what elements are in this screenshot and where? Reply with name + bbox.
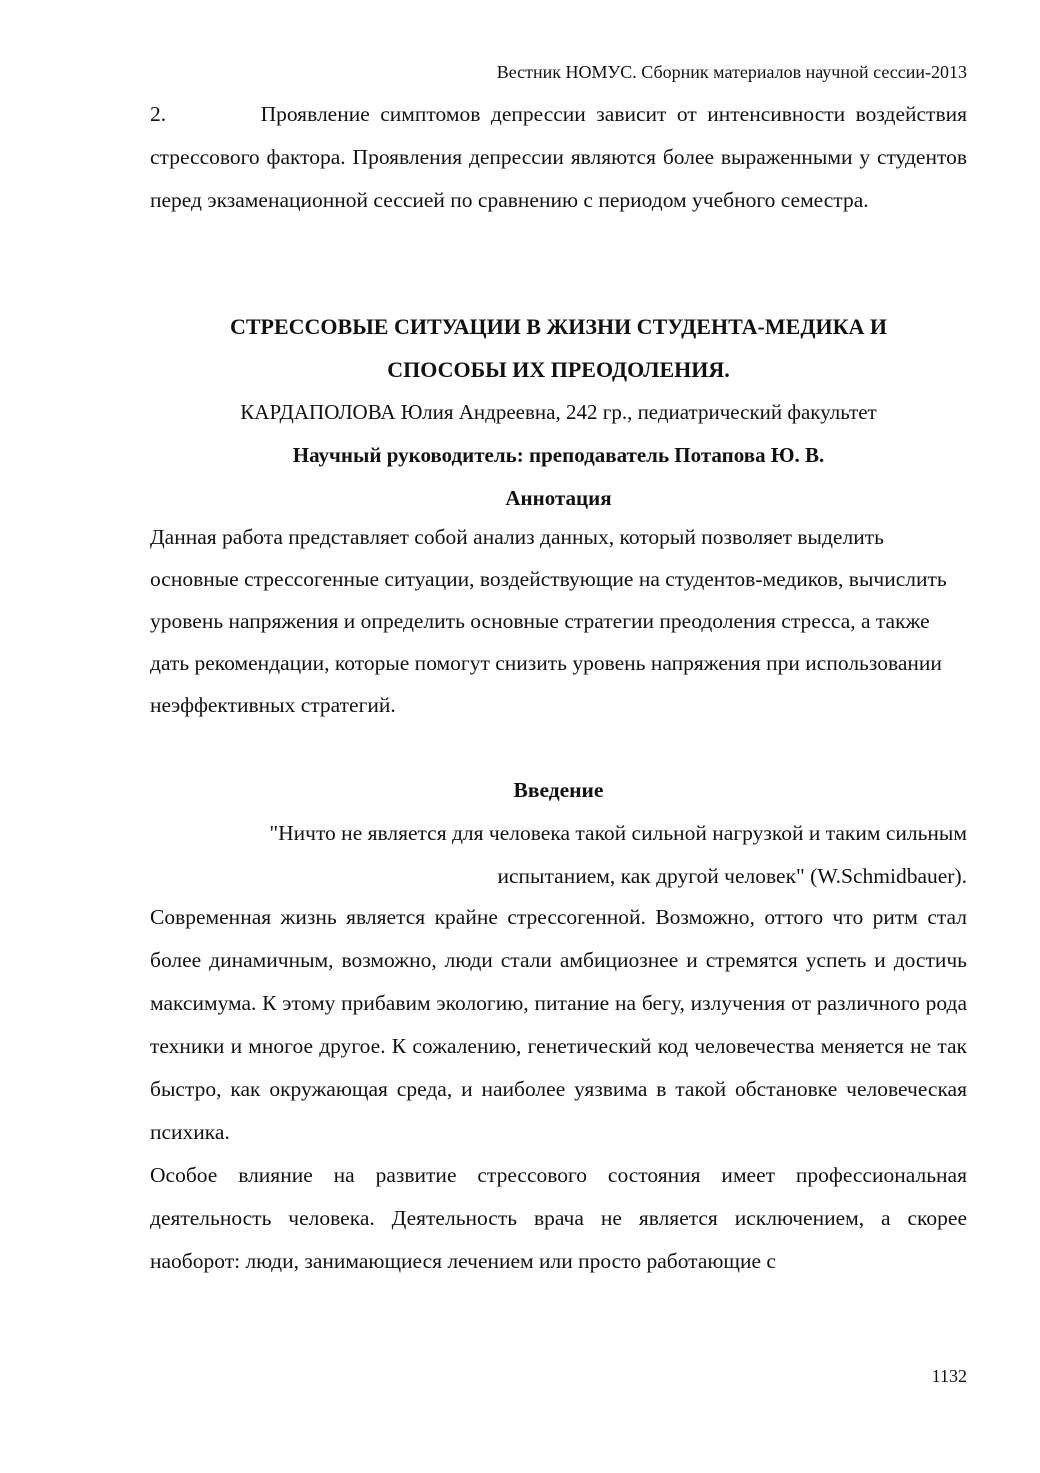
introduction-heading: Введение (513, 778, 604, 802)
epigraph-line-2: испытанием, как другой человек" (W.Schmidbauer). (497, 864, 967, 888)
running-header: Вестник НОМУС. Сборник материалов научной сессии-2013 (496, 62, 967, 82)
epigraph-line-1: "Ничто не является для человека такой сильной нагрузкой и таким сильным (269, 821, 967, 845)
abstract-text: Данная работа представляет собой анализ данных, который позволяет выделить основные стрессогенные ситуации, воздействующие на студентов-медиков, вычислить уровень напряжения и определить основные стратегии преодоления стресса, а также дать рекомендации, которые помогут снизить уровень напряжения при использовании неэффективных стратегий. (150, 525, 947, 717)
paragraph-1: Современная жизнь является крайне стрессогенной. Возможно, оттого что ритм стал более динамичным, возможно, люди стали амбициознее и стремятся успеть и достичь максимума. К этому прибавим экологию, питание на бегу, излучения от различного рода техники и многое другое. К сожалению, генетический код человечества меняется не так быстро, как окружающая среда, и наиболее уязвима в такой обстановке человеческая психика. (150, 905, 967, 1144)
abstract-heading: Аннотация (505, 486, 612, 510)
epigraph (150, 812, 967, 898)
article-title-line-1: СТРЕССОВЫЕ СИТУАЦИИ В ЖИЗНИ СТУДЕНТА-МЕДИКА И (229, 314, 888, 339)
introduction-body (150, 896, 967, 1283)
supervisor-line: Научный руководитель: преподаватель Потапова Ю. В. (292, 443, 825, 467)
conclusion-item-2: 2. Проявление симптомов депрессии зависит от интенсивности воздействия стрессового фактора. Проявления депрессии являются более выраженными у студентов перед экзаменационной сессией по сравнению с периодом учебного семестра. (150, 102, 967, 212)
previous-conclusion (150, 93, 967, 222)
paragraph-2: Особое влияние на развитие стрессового состояния имеет профессиональная деятельность человека. Деятельность врача не является исключением, а скорее наоборот: люди, занимающиеся лечением или просто работающие с (150, 1163, 967, 1273)
article-title-block (150, 305, 967, 520)
abstract (150, 516, 967, 726)
page-number: 1132 (931, 1366, 967, 1386)
introduction-heading-block (150, 769, 967, 812)
author-line: КАРДАПОЛОВА Юлия Андреевна, 242 гр., педиатрический факультет (240, 400, 877, 424)
article-title-line-2: СПОСОБЫ ИХ ПРЕОДОЛЕНИЯ. (387, 357, 730, 382)
